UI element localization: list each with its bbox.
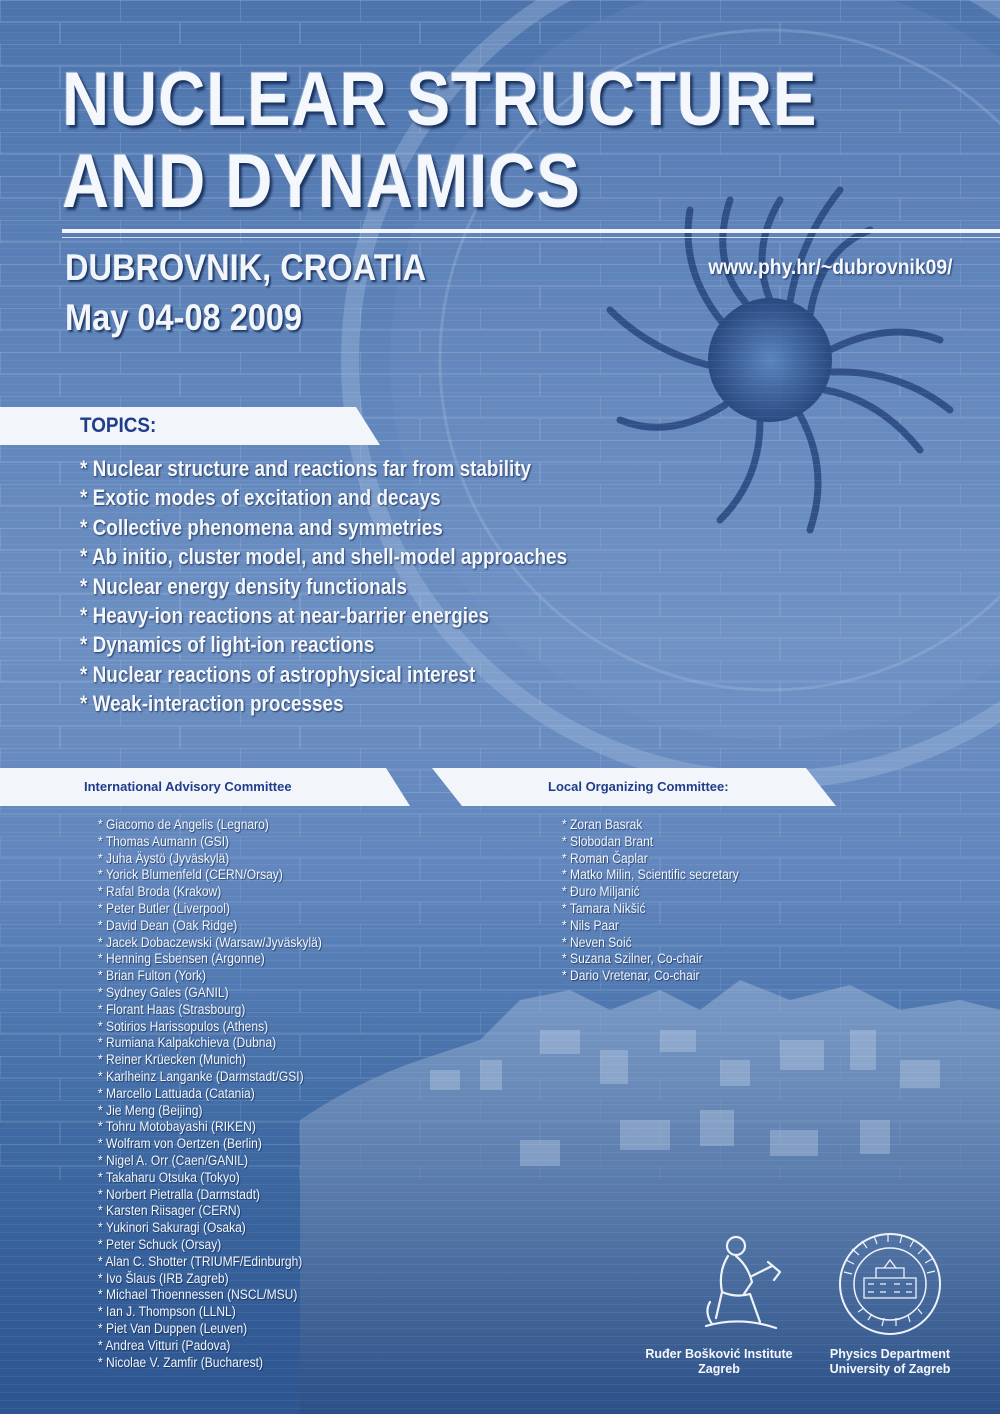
topics-heading: TOPICS: <box>80 414 157 437</box>
member-item: * David Dean (Oak Ridge) <box>98 917 238 933</box>
topic-item: * Ab initio, cluster model, and shell-model approaches <box>80 544 568 570</box>
topic-item: * Collective phenomena and symmetries <box>80 514 443 540</box>
member-item: * Michael Thoennessen (NSCL/MSU) <box>98 1287 298 1303</box>
member-item: * Jacek Dobaczewski (Warsaw/Jyväskylä) <box>98 934 322 950</box>
member-item: * Reiner Krüecken (Munich) <box>98 1052 247 1068</box>
university-caption <box>812 1347 968 1377</box>
event-dates: May 04-08 2009 <box>65 297 303 338</box>
title-rule <box>62 229 1000 233</box>
member-item: * Yorick Blumenfeld (CERN/Orsay) <box>98 867 283 883</box>
member-item: * Yukinori Sakuragi (Osaka) <box>98 1220 246 1236</box>
irb-caption <box>636 1347 802 1377</box>
member-item: * Nils Paar <box>562 917 619 933</box>
topic-item: * Weak-interaction processes <box>80 691 344 717</box>
title-line-1: NUCLEAR STRUCTURE <box>62 57 818 142</box>
local-heading: Local Organizing Committee: <box>548 779 729 794</box>
location: DUBROVNIK, CROATIA <box>65 247 427 288</box>
member-item: * Rafal Broda (Krakow) <box>98 884 222 900</box>
local-banner <box>432 768 836 806</box>
advisory-members <box>98 817 347 1371</box>
member-item: * Slobodan Brant <box>562 833 654 849</box>
banner-shape <box>0 407 380 445</box>
member-item: * Dario Vretenar, Co-chair <box>562 968 700 984</box>
member-item: * Alan C. Shotter (TRIUMF/Edinburgh) <box>98 1253 303 1269</box>
university-seal-icon <box>838 1232 942 1336</box>
member-item: * Đuro Miljanić <box>562 884 640 900</box>
member-item: * Peter Butler (Liverpool) <box>98 900 230 916</box>
title-rule-thin <box>62 237 1000 238</box>
member-item: * Peter Schuck (Orsay) <box>98 1236 222 1252</box>
member-item: * Juha Äystö (Jyväskylä) <box>98 850 230 866</box>
local-members <box>562 817 758 985</box>
member-item: * Neven Soić <box>562 934 632 950</box>
member-item: * Takaharu Otsuka (Tokyo) <box>98 1169 240 1185</box>
member-item: * Rumiana Kalpakchieva (Dubna) <box>98 1035 277 1051</box>
university-name: University of Zagreb <box>829 1362 951 1376</box>
topic-item: * Nuclear energy density functionals <box>80 573 408 599</box>
member-item: * Henning Esbensen (Argonne) <box>98 951 265 967</box>
member-item: * Suzana Szilner, Co-chair <box>562 951 703 967</box>
irb-logo-icon <box>696 1232 784 1336</box>
website-link[interactable]: www.phy.hr/~dubrovnik09/ <box>707 256 952 279</box>
member-item: * Matko Milin, Scientific secretary <box>562 867 739 883</box>
member-item: * Jie Meng (Beijing) <box>98 1102 203 1118</box>
topic-item: * Nuclear structure and reactions far from stability <box>80 456 532 481</box>
member-item: * Zoran Basrak <box>562 817 643 832</box>
member-item: * Giacomo de Angelis (Legnaro) <box>98 817 269 832</box>
member-item: * Marcello Lattuada (Catania) <box>98 1085 255 1101</box>
topic-list <box>80 454 646 719</box>
title-line-2: AND DYNAMICS <box>62 139 581 224</box>
member-item: * Wolfram von Oertzen (Berlin) <box>98 1136 262 1152</box>
member-item: * Norbert Pietralla (Darmstadt) <box>98 1186 261 1202</box>
topic-item: * Dynamics of light-ion reactions <box>80 632 375 658</box>
advisory-banner <box>0 768 410 806</box>
irb-name: Ruđer Bošković Institute <box>645 1347 793 1361</box>
member-item: * Karlheinz Langanke (Darmstadt/GSI) <box>98 1068 304 1084</box>
member-item: * Sydney Gales (GANIL) <box>98 984 229 1000</box>
member-item: * Roman Čaplar <box>562 850 648 866</box>
member-item: * Sotirios Harissopulos (Athens) <box>98 1018 269 1034</box>
member-item: * Piet Van Duppen (Leuven) <box>98 1320 248 1336</box>
member-item: * Ian J. Thompson (LLNL) <box>98 1304 236 1320</box>
member-item: * Karsten Riisager (CERN) <box>98 1203 241 1219</box>
member-item: * Tamara Nikšić <box>562 900 646 916</box>
department-name: Physics Department <box>829 1347 951 1361</box>
member-item: * Andrea Vitturi (Padova) <box>98 1337 231 1353</box>
advisory-heading: International Advisory Committee <box>84 779 292 794</box>
member-item: * Florant Haas (Strasbourg) <box>98 1001 246 1017</box>
topic-item: * Nuclear reactions of astrophysical interest <box>80 661 476 687</box>
member-item: * Thomas Aumann (GSI) <box>98 833 230 849</box>
member-item: * Tohru Motobayashi (RIKEN) <box>98 1119 256 1135</box>
topic-item: * Heavy-ion reactions at near-barrier energies <box>80 603 490 629</box>
irb-city: Zagreb <box>698 1362 740 1376</box>
topic-item: * Exotic modes of excitation and decays <box>80 485 441 511</box>
topics-banner <box>0 407 380 445</box>
member-item: * Nicolae V. Zamfir (Bucharest) <box>98 1354 263 1370</box>
member-item: * Ivo Šlaus (IRB Zagreb) <box>98 1270 229 1286</box>
member-item: * Brian Fulton (York) <box>98 968 207 984</box>
member-item: * Nigel A. Orr (Caen/GANIL) <box>98 1152 249 1168</box>
